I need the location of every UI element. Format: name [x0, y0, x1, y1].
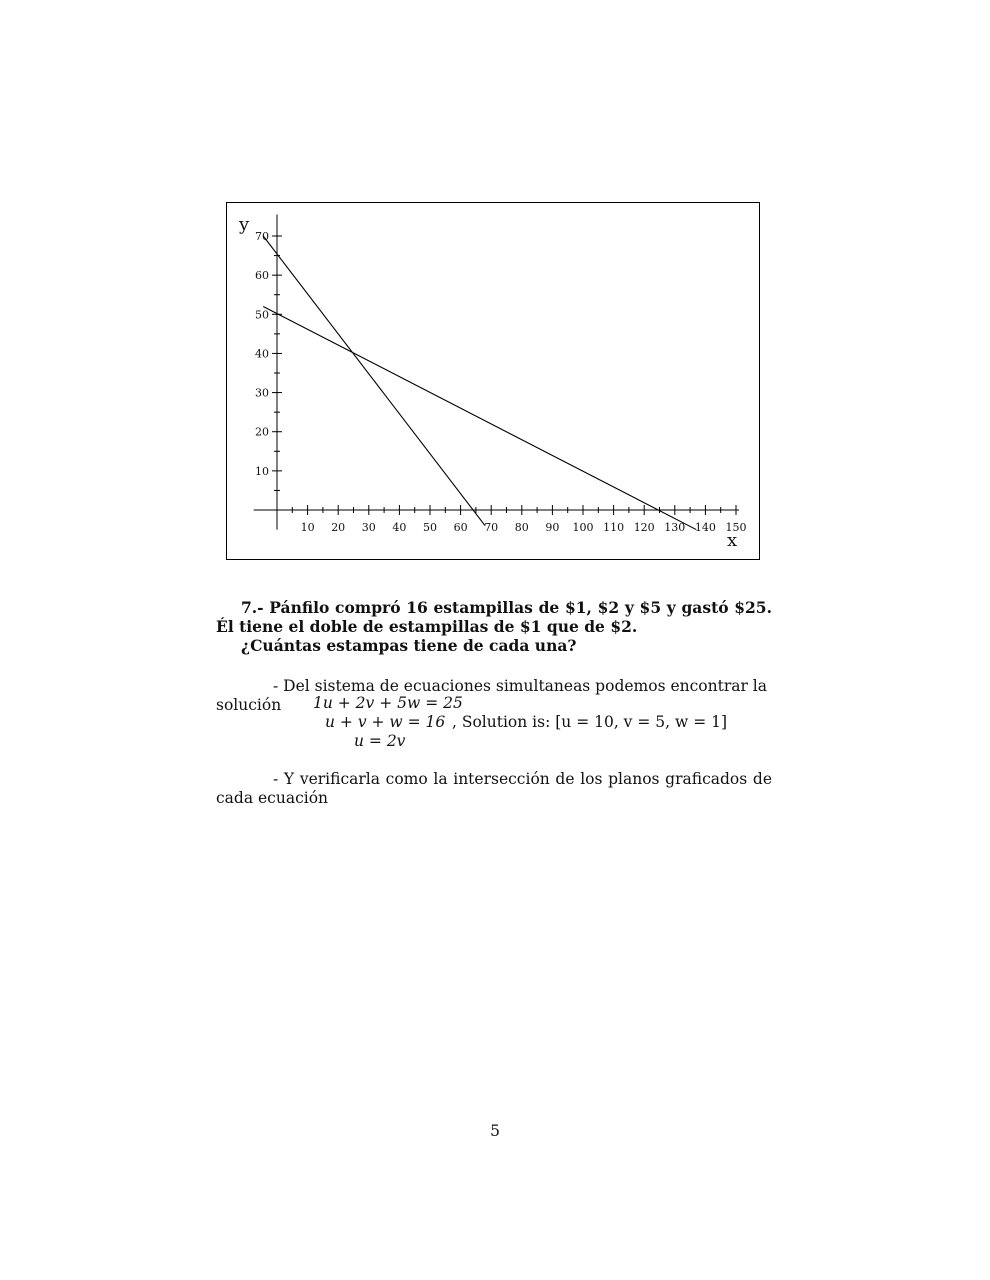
verification-paragraph — [216, 770, 772, 808]
y-tick-label: 30 — [255, 386, 269, 400]
equation-3: u = 2v — [354, 732, 406, 750]
equation-1: 1u + 2v + 5w = 25 — [313, 694, 463, 712]
page-number: 5 — [490, 1122, 500, 1140]
solution-intro — [216, 677, 772, 715]
x-tick-label: 60 — [453, 521, 468, 534]
x-tick-label: 140 — [694, 521, 716, 534]
x-tick-label: 100 — [572, 521, 594, 534]
problem-statement — [216, 598, 772, 655]
verification-text: - Y verificarla como la intersección de los planos graficados de cada ecuación — [216, 770, 772, 807]
problem-text: 7.- Pánfilo compró 16 estampillas de $1, $2 y $5 y gastó $25. Él tiene el doble de estampillas de $1 que de $2. — [216, 598, 772, 636]
x-tick-label: 50 — [423, 521, 437, 534]
series-line-1 — [263, 236, 485, 526]
equation-2: u + v + w = 16 — [325, 713, 446, 731]
solution-intro-text: - Del sistema de ecuaciones simultaneas podemos encontrar la solución — [216, 677, 768, 714]
ticks — [272, 236, 736, 515]
x-tick-label: 20 — [331, 521, 346, 534]
x-tick-label: 120 — [633, 521, 655, 534]
x-tick-label: 70 — [484, 521, 499, 534]
axes — [254, 214, 739, 529]
y-tick-label: 50 — [255, 308, 269, 322]
problem-question: ¿Cuántas estampas tiene de cada una? — [241, 636, 577, 655]
x-tick-label: 30 — [361, 521, 376, 534]
y-tick-label: 10 — [255, 464, 269, 478]
figure-frame — [226, 202, 760, 560]
y-axis-label: y — [239, 214, 250, 236]
y-tick-label: 70 — [255, 230, 269, 243]
x-tick-label: 150 — [725, 521, 747, 534]
y-tick-label: 60 — [255, 269, 269, 283]
x-tick-label: 130 — [664, 521, 686, 534]
line-chart — [227, 203, 759, 559]
series-line-2 — [263, 306, 696, 529]
x-tick-label: 80 — [514, 521, 529, 534]
y-tick-label: 40 — [255, 347, 269, 361]
tick-labels — [255, 230, 747, 534]
x-tick-label: 110 — [603, 521, 625, 534]
x-tick-label: 90 — [545, 521, 560, 534]
series — [263, 236, 696, 530]
x-axis-label: x — [726, 530, 738, 551]
x-tick-label: 40 — [392, 521, 407, 534]
y-tick-label: 20 — [255, 425, 269, 439]
solution-result: , Solution is: [u = 10, v = 5, w = 1] — [452, 713, 728, 731]
x-tick-label: 10 — [300, 521, 315, 534]
